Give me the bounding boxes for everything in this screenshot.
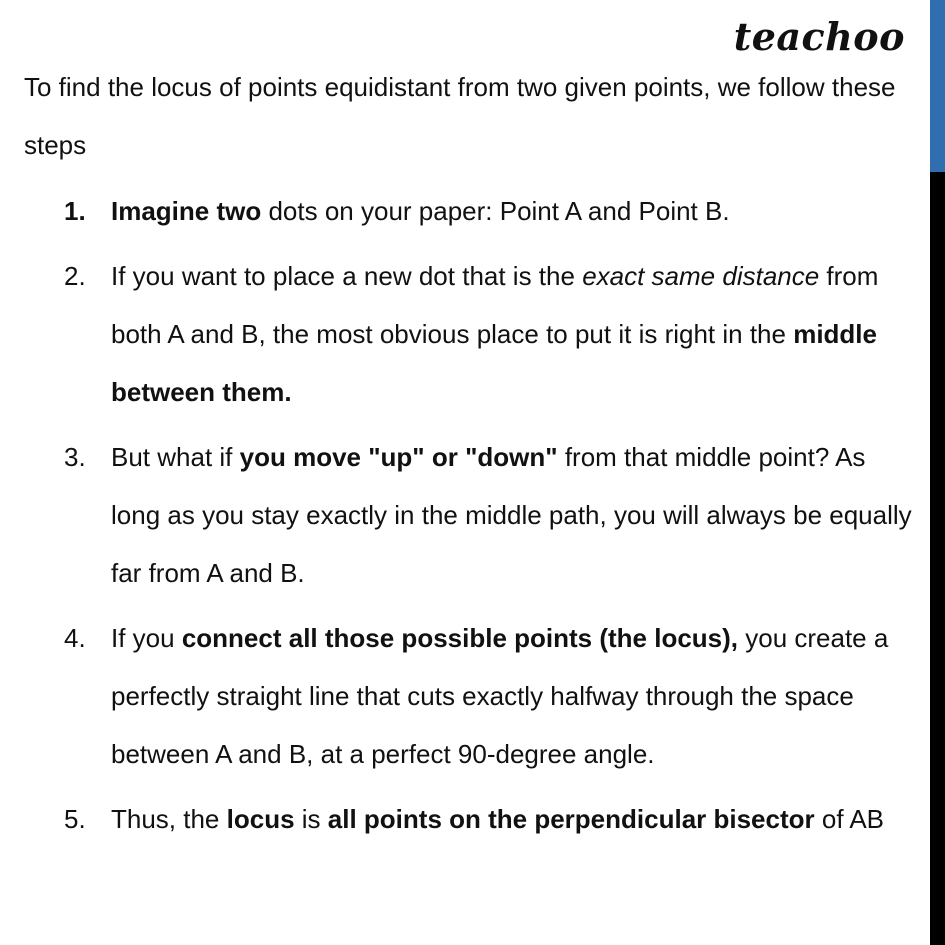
step-item-3 bbox=[0, 428, 921, 602]
step-number: 4. bbox=[64, 623, 86, 653]
step-text-normal: But what if bbox=[111, 442, 240, 472]
step-text-normal: of AB bbox=[814, 804, 885, 834]
step-item-1 bbox=[0, 182, 921, 240]
step-text-bold: connect all those possible points (the locus), bbox=[181, 623, 739, 653]
step-text bbox=[111, 261, 878, 407]
step-number: 2. bbox=[64, 261, 86, 291]
step-item-5 bbox=[0, 790, 921, 848]
step-text-normal: dots on your paper: Point A and Point B. bbox=[261, 196, 730, 226]
step-text-bold: middle between them. bbox=[111, 319, 877, 407]
scrollbar-thumb[interactable] bbox=[930, 0, 945, 172]
step-text bbox=[111, 804, 884, 834]
step-text-italic: exact same distance bbox=[582, 261, 820, 291]
step-text-normal: from both A and B, the most obvious place to put it is right in the bbox=[111, 261, 879, 349]
step-text-normal: If you want to place a new dot that is the bbox=[111, 261, 583, 291]
step-text bbox=[111, 442, 912, 588]
step-item-2 bbox=[0, 247, 921, 421]
step-text-normal: you create a perfectly straight line that cuts exactly halfway through the space between A and B, at a perfect 90-degree angle. bbox=[111, 623, 889, 769]
step-text-bold: locus bbox=[226, 804, 295, 834]
side-scrollbar[interactable] bbox=[930, 0, 945, 945]
step-text bbox=[111, 196, 730, 226]
step-text-bold: you move "up" or "down" bbox=[239, 442, 558, 472]
intro-text: To find the locus of points equidistant from two given points, we follow these steps bbox=[24, 72, 896, 160]
step-text-normal: is bbox=[294, 804, 328, 834]
step-number: 1. bbox=[64, 196, 86, 226]
step-number: 3. bbox=[64, 442, 86, 472]
step-text-normal: Thus, the bbox=[111, 804, 227, 834]
step-text-normal: If you bbox=[111, 623, 182, 653]
step-text-bold: all points on the perpendicular bisector bbox=[327, 804, 815, 834]
step-item-4 bbox=[0, 609, 921, 783]
steps-list bbox=[0, 182, 930, 855]
teachoo-logo: teachoo bbox=[733, 14, 905, 59]
step-text-bold: Imagine two bbox=[111, 196, 262, 226]
step-number: 5. bbox=[64, 804, 86, 834]
step-text-normal: from that middle point? As long as you stay exactly in the middle path, you will always be equally far from A and B. bbox=[111, 442, 912, 588]
step-text bbox=[111, 623, 888, 769]
